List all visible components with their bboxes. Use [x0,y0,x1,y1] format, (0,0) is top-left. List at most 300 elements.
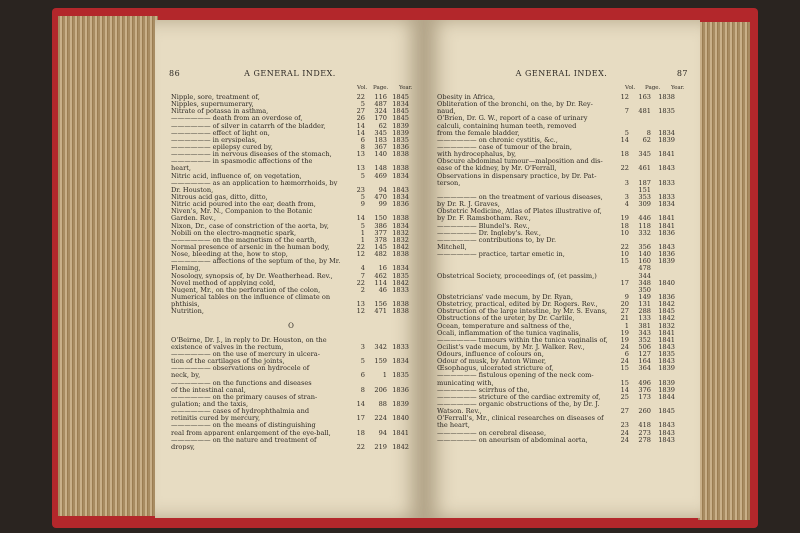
entry-text: Nitrate of potassa in asthma, [171,108,269,115]
entry-year: 1838 [392,307,409,316]
entry-year: 1836 [392,200,409,209]
entry-volume: 7 [624,107,629,116]
entry-year: 1842 [392,278,409,287]
entry-page: 353 [638,192,651,201]
index-entry [171,372,411,379]
entry-page: 348 [638,278,651,287]
entry-page: 469 [374,171,387,180]
index-entry [437,115,687,122]
entry-volume: 1 [360,235,365,244]
entry-year: 1834 [658,128,675,137]
index-entry [171,308,411,315]
entry-text: dropsy, [171,443,195,451]
entry-volume: 5 [360,192,365,201]
entry-page: 487 [374,100,387,109]
entry-volume: 19 [620,328,629,337]
entry-text: Œsophagus, ulcerated stricture of, [437,365,554,372]
entry-text: Odour of musk, by Anton Wimer, [437,358,547,365]
index-entry [437,165,687,172]
entry-year: 1843 [658,428,675,437]
entry-page: 219 [374,442,387,451]
entry-text: existence of valves in the rectum, [171,343,284,351]
entry-volume: 2 [360,285,365,294]
entry-volume: 3 [360,342,365,351]
entry-page: 8 [646,128,651,137]
entry-page: 118 [638,221,651,230]
entry-text: Normal presence of arsenic in the human body, [171,243,330,251]
entry-volume: 18 [620,221,629,230]
page-heading: Page. [373,85,389,91]
entry-year: 1843 [658,357,675,366]
entry-text: Obliteration of the bronchi, on the, by Dr. Rey- [437,101,593,108]
entry-page: 350 [638,285,651,294]
entry-volume: 12 [356,250,365,259]
entry-volume: 24 [620,435,629,444]
entry-year: 1838 [392,214,409,223]
entry-year: 1841 [658,335,675,344]
entry-text: Nipple, sore, treatment of, [171,94,260,101]
entry-page: 288 [638,307,651,316]
entry-year: 1842 [658,314,675,323]
entry-volume: 7 [360,271,365,280]
entry-text: —————— case of tumour of the brain, [437,143,572,151]
entry-page: 418 [638,421,651,430]
entry-volume: 15 [620,257,629,266]
entry-page: 183 [374,135,387,144]
entry-year: 1838 [392,150,409,159]
entry-year: 1833 [392,342,409,351]
entry-text: Watson. Rev., [437,408,482,415]
entry-page: 164 [638,357,651,366]
index-entry [171,258,411,265]
index-entry [171,173,411,180]
entry-page: 377 [374,228,387,237]
entry-text: terson, [437,179,461,187]
entry-text: —————— in spasmodic affections of the [171,158,313,165]
entry-volume: 4 [624,200,629,209]
entry-text: —————— on the nature and treatment of [171,436,317,444]
entry-year: 1832 [392,228,409,237]
entry-volume: 5 [360,171,365,180]
entry-volume: 26 [356,114,365,123]
entry-year: 1842 [658,300,675,309]
entry-year: 1839 [658,364,675,373]
entry-text: —————— stricture of the cardiac extremity of, [437,393,601,401]
entry-year: 1834 [392,100,409,109]
entry-year: 1839 [658,135,675,144]
entry-page: 345 [638,150,651,159]
index-entry [437,230,687,237]
entry-text: Garden. Rev., [171,215,216,222]
entry-year: 1839 [658,385,675,394]
entry-volume: 8 [360,385,365,394]
entry-year: 1834 [392,221,409,230]
entry-year: 1835 [392,135,409,144]
entry-text: O'Ferrall's, Mr., clinical researches on diseases of [437,415,604,422]
entry-page: 94 [378,428,387,437]
entry-page: 173 [638,392,651,401]
entry-text: —————— on chronic cystitis, &c., [437,136,558,144]
entry-text: Nitric acid, influence of, on vegetation, [171,172,302,180]
entry-volume: 18 [356,428,365,437]
entry-page: 386 [374,221,387,230]
entry-year: 1838 [392,164,409,173]
entry-page: 461 [638,164,651,173]
entry-text: —————— Dr. Ingleby's. Rev., [437,229,541,237]
index-entry [437,437,687,444]
entry-year: 1836 [658,292,675,301]
entry-text: Obstructions of the ureter, by Dr. Carlile, [437,315,575,322]
entry-text: tion of the cartilages of the joints, [171,358,285,365]
entry-text: Nosology, synopsis of, by Dr. Weatherhead. Rev., [171,272,333,280]
entry-text: Nipples, supernumerary, [171,101,254,108]
entry-year: 1839 [392,400,409,409]
entry-text: Nutrition, [171,308,204,315]
entry-page: 471 [374,307,387,316]
entry-year: 1841 [658,221,675,230]
entry-page: 16 [378,264,387,273]
entry-text: —————— scirrhus of the, [437,386,530,394]
entry-page: 344 [638,271,651,280]
entry-volume: 22 [620,242,629,251]
entry-volume: 4 [360,264,365,273]
entry-text: Obstruction of the large intestine, by Mr. S. Evans, [437,308,608,315]
entry-text: the heart, [437,422,470,430]
entry-text: Nose, bleeding at the, how to stop, [171,251,288,258]
entry-text: —————— affections of the septum of the, by Mr. [171,258,341,265]
entry-page: 140 [374,150,387,159]
entry-volume: 15 [620,364,629,373]
entry-year: 1836 [392,385,409,394]
entry-text: —————— as an application to hæmorrhoids, by [171,179,338,187]
page-edges-left [58,16,158,516]
entry-page: 62 [378,121,387,130]
entry-volume: 1 [360,228,365,237]
index-entry [437,108,687,115]
entry-year: 1843 [658,421,675,430]
entry-page: 481 [638,107,651,116]
index-entry [171,251,411,258]
entry-volume: 18 [620,150,629,159]
index-entry [437,408,687,415]
entry-page: 482 [374,250,387,259]
entry-volume: 21 [620,314,629,323]
entry-text: Nixon, Dr., case of constriction of the aorta, by, [171,222,329,230]
entry-text: Obstetricians' vade mecum, by Dr. Ryan, [437,293,573,301]
index-entry [437,94,687,101]
entry-year: 1843 [658,435,675,444]
entry-year: 1839 [658,378,675,387]
entry-volume: 6 [624,350,629,359]
entry-year: 1833 [392,285,409,294]
entry-year: 1839 [658,257,675,266]
entry-page: 46 [378,285,387,294]
page-edges-right [698,22,750,520]
entry-page: 114 [374,278,387,287]
entry-text: —————— death from an overdose of, [171,115,303,123]
entry-text: gulation; and the taxis, [171,401,249,408]
entry-page: 163 [638,93,651,101]
entry-text: Dr. Houston, [171,186,214,194]
entry-text: —————— on the means of distinguishing [171,422,316,430]
entry-text: retinitis cured by mercury, [171,415,261,422]
entry-year: 1844 [658,392,675,401]
entry-volume: 14 [356,400,365,409]
entry-page: 462 [374,271,387,280]
entry-page: 1 [382,371,387,380]
entry-text: —————— on the functions and diseases [171,379,312,387]
entry-text: —————— practice, tartar emetic in, [437,251,565,258]
index-entry [171,422,411,429]
entry-year: 1835 [392,271,409,280]
entry-text: —————— effect of light on, [171,129,270,137]
entry-text: Fleming, [171,265,201,272]
entry-volume: 10 [620,228,629,237]
entry-page: 376 [638,385,651,394]
entry-year: 1840 [392,414,409,423]
index-entry [171,365,411,372]
entry-volume: 27 [620,407,629,416]
entry-page: 133 [638,314,651,323]
entry-text: —————— fistulous opening of the neck com- [437,372,594,380]
entry-page: 345 [374,128,387,137]
entry-text: Obstetricy, practical, edited by Dr. Rogers. Rev., [437,301,598,308]
entry-text: —————— in nervous diseases of the stomach, [171,151,332,158]
index-entry [171,358,411,365]
entry-year: 1839 [392,121,409,130]
entry-year: 1845 [392,114,409,123]
entry-year: 1833 [658,178,675,187]
entry-volume: 14 [620,385,629,394]
entry-volume: 14 [356,121,365,130]
entry-volume: 20 [620,300,629,309]
page-number: 86 [169,69,181,78]
entry-volume: 27 [356,107,365,116]
year-heading: Year. [671,85,685,91]
entry-volume: 25 [620,392,629,401]
entry-text: Novel method of applying cold, [171,279,276,287]
entry-year: 1836 [658,228,675,237]
index-entry [171,280,411,287]
entry-volume: 22 [356,93,365,101]
entry-year: 1838 [392,300,409,309]
entry-text: —————— on the use of mercury in ulcera- [171,351,320,358]
index-entry [171,344,411,351]
index-entry [171,415,411,422]
entry-page: 149 [638,292,651,301]
index-entry [171,287,411,294]
entry-text: real from apparent enlargement of the eye-ball, [171,429,331,437]
entry-year: 1834 [392,192,409,201]
entry-page: 367 [374,142,387,151]
right-page [423,20,700,518]
entry-page: 94 [378,185,387,194]
entry-page: 159 [374,357,387,366]
entry-text: —————— on the magnetism of the earth, [171,236,317,244]
entry-text: Nugent, Mr., on the perforation of the colon, [171,286,321,294]
entry-text: Niven's, Mr. N., Companion to the Botanic [171,208,313,215]
entry-page: 145 [374,242,387,251]
entry-page: 150 [374,214,387,223]
running-title: A GENERAL INDEX. [244,69,336,78]
entry-text: Obstetrical Society, proceedings of, (et passim,) [437,272,597,280]
entry-page: 332 [638,228,651,237]
index-entry [437,137,687,144]
entry-volume: 22 [356,442,365,451]
entry-volume: 14 [620,135,629,144]
year-heading: Year. [399,85,413,91]
entry-volume: 23 [620,421,629,430]
index-entry [171,194,411,201]
entry-text: of the intestinal canal, [171,386,246,394]
vol-heading: Vol. [357,85,368,91]
entry-year: 1843 [392,185,409,194]
entry-volume: 6 [360,135,365,144]
entry-page: 206 [374,385,387,394]
entry-volume: 24 [620,357,629,366]
entry-page: 356 [638,242,651,251]
entry-volume: 17 [356,414,365,423]
entry-year: 1834 [392,171,409,180]
entry-text: Observations in dispensary practice, by Dr. Pat- [437,172,597,180]
entry-page: 131 [638,300,651,309]
index-entries [437,94,687,444]
entry-volume: 19 [620,335,629,344]
entry-text: O'Beirne, Dr. J., in reply to Dr. Houston, on the [171,336,327,344]
entry-text: —————— tumours within the tunica vaginalis of, [437,336,608,344]
entry-year: 1842 [392,442,409,451]
entry-volume: 9 [624,292,629,301]
entry-volume: 1 [624,321,629,330]
entry-text: with hydrocephalus, by, [437,151,517,158]
entry-year: 1834 [392,357,409,366]
entry-page: 116 [374,93,387,101]
entry-text: —————— on aneurism of abdominal aorta, [437,436,588,444]
entry-volume: 12 [356,307,365,316]
entry-page: 364 [638,364,651,373]
index-entry [171,330,411,337]
entry-text: Ocilist's vade mecum, by Mr. J. Walker. Rev., [437,343,585,351]
index-entry [171,180,411,187]
entry-year: 1845 [658,307,675,316]
index-entry [171,201,411,208]
entry-page: 343 [638,328,651,337]
entry-volume: 19 [620,214,629,223]
entry-page: 99 [378,200,387,209]
index-entry [171,115,411,122]
entry-text: Nobili on the electro-magnetic spark, [171,229,297,237]
index-entry [437,365,687,372]
index-entry [171,401,411,408]
entry-text: neck, by, [171,372,201,380]
entry-year: 1841 [658,150,675,159]
entry-text: naud, [437,108,456,115]
entry-year: 1843 [658,164,675,173]
entry-year: 1842 [392,242,409,251]
entry-text: —————— epilepsy cured by, [171,143,273,151]
entry-page: 342 [374,342,387,351]
entry-text: Obstetric Medicine, Atlas of Plates illustrative of, [437,208,602,215]
entry-text: Odours, influence of colours on, [437,351,544,358]
entry-text: Mitchell, [437,243,467,251]
entry-page: 260 [638,407,651,416]
index-entry [171,444,411,451]
entry-text: —————— on the primary causes of stran- [171,393,318,401]
entry-volume: 12 [620,93,629,101]
entry-text: Ocean, temperature and saltness of the, [437,322,572,330]
entry-volume: 8 [360,142,365,151]
entry-page: 170 [374,114,387,123]
entry-page: 381 [638,321,651,330]
index-entry [171,387,411,394]
entry-year: 1835 [392,371,409,380]
entry-volume: 22 [356,278,365,287]
entry-year: 1840 [658,278,675,287]
entry-page: 478 [638,264,651,273]
index-entries [171,94,411,451]
entry-year: 1836 [658,250,675,259]
entry-volume: 13 [356,164,365,173]
entry-page: 324 [374,107,387,116]
entry-year: 1838 [658,93,675,101]
section-letter-text: O [288,321,294,330]
entry-page: 62 [642,135,651,144]
entry-page: 148 [374,164,387,173]
index-entry [437,201,687,208]
entry-volume: 24 [620,428,629,437]
running-title: A GENERAL INDEX. [515,69,608,78]
entry-volume: 22 [620,164,629,173]
entry-text: by Dr. R. J. Graves, [437,201,500,208]
entry-year: 1843 [658,342,675,351]
entry-volume: 22 [356,242,365,251]
entry-volume: 23 [356,185,365,194]
entry-text: phthisis, [171,301,200,308]
entry-text: Obesity in Africa, [437,94,496,101]
entry-volume: 27 [620,307,629,316]
entry-year: 1838 [392,250,409,259]
entry-year: 1832 [392,235,409,244]
entry-year: 1841 [392,428,409,437]
entry-page: 224 [374,414,387,423]
entry-page: 151 [638,185,651,194]
entry-year: 1841 [658,214,675,223]
index-entry [437,394,687,401]
entry-text: heart, [171,165,191,172]
index-entry [171,430,411,437]
index-entry [171,394,411,401]
entry-page: 496 [638,378,651,387]
entry-text: Nitric acid poured into the ear, death from, [171,201,316,208]
entry-year: 1832 [658,321,675,330]
entry-volume: 15 [620,378,629,387]
entry-text: Obscure abdominal tumour—malposition and dis- [437,158,603,165]
entry-text: ease of the kidney, by Mr. O'Ferrall, [437,165,557,172]
entry-volume: 3 [624,192,629,201]
entry-page: 187 [638,178,651,187]
entry-year: 1833 [658,192,675,201]
entry-text: —————— contributions to, by Dr. [437,236,557,244]
page-heading: Page. [645,85,661,91]
entry-text: —————— observations on hydrocele of [171,365,310,372]
entry-page: 156 [374,300,387,309]
entry-text: —————— Blundel's. Rev., [437,222,530,230]
entry-volume: 6 [360,371,365,380]
entry-text: —————— on cerebral disease, [437,429,547,437]
entry-year: 1836 [392,142,409,151]
entry-text: from the female bladder, [437,129,520,137]
entry-text: —————— cases of hydrophthalmia and [171,408,310,415]
